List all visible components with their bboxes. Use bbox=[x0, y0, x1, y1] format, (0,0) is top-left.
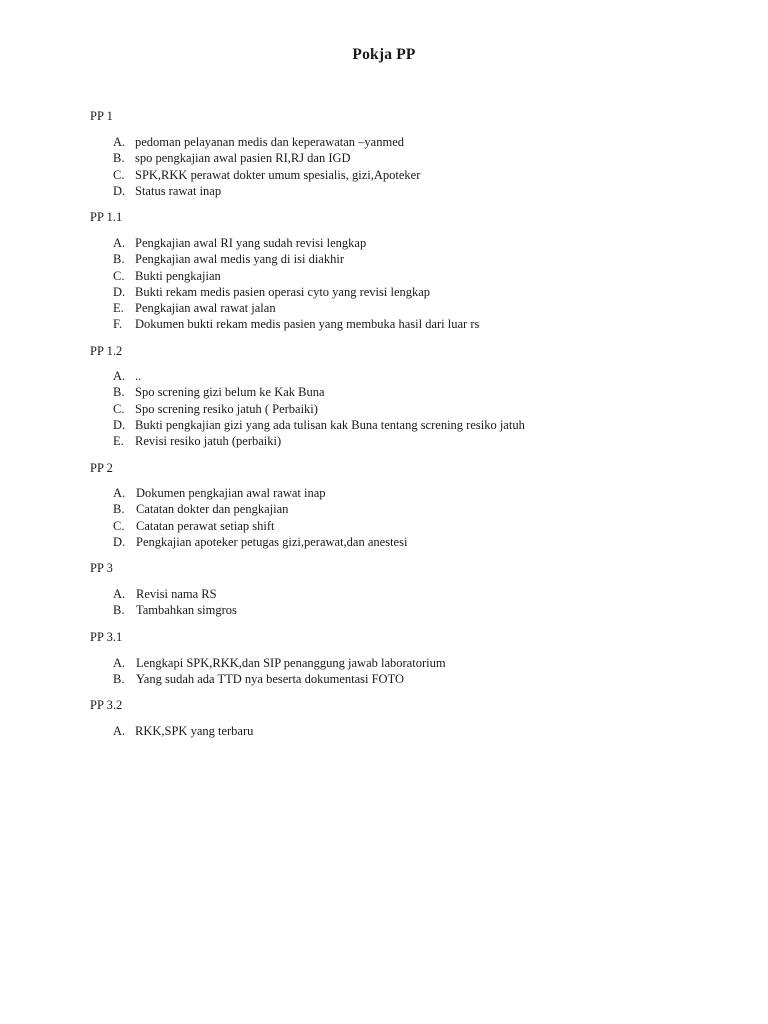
list-item bbox=[113, 268, 479, 284]
section-heading: PP 2 bbox=[90, 461, 113, 475]
list-item-marker: C. bbox=[113, 401, 125, 416]
list-item-text: Bukti rekam medis pasien operasi cyto yang revisi lengkap bbox=[135, 284, 431, 299]
section-heading: PP 3.2 bbox=[90, 698, 123, 712]
section bbox=[90, 209, 730, 332]
list-item bbox=[113, 723, 253, 739]
list-item-text: Bukti pengkajian bbox=[135, 268, 221, 283]
list-item bbox=[113, 485, 407, 501]
list-item-text: Spo screning gizi belum ke Kak Buna bbox=[135, 385, 325, 400]
list-item-marker: B. bbox=[113, 672, 125, 687]
list-item bbox=[113, 316, 479, 332]
list-item-marker: C. bbox=[113, 268, 125, 283]
list-item-text: Pengkajian awal medis yang di isi diakhir bbox=[135, 252, 344, 267]
list-item-text: Catatan perawat setiap shift bbox=[136, 518, 275, 533]
list-item bbox=[113, 284, 479, 300]
item-list bbox=[113, 723, 253, 739]
section-heading: PP 1.2 bbox=[90, 344, 123, 358]
list-item-marker: A. bbox=[113, 369, 126, 383]
list-item-marker: B. bbox=[113, 252, 125, 267]
list-item bbox=[113, 433, 525, 449]
item-list bbox=[113, 368, 525, 449]
item-list bbox=[113, 235, 479, 333]
list-item-marker: D. bbox=[113, 417, 126, 432]
list-item-text: Lengkapi SPK,RKK,dan SIP penanggung jawab laboratorium bbox=[136, 656, 446, 670]
list-item-marker: C. bbox=[113, 167, 125, 182]
list-item-marker: B. bbox=[113, 502, 125, 517]
list-item-marker: E. bbox=[113, 301, 124, 316]
list-item bbox=[113, 401, 525, 417]
section bbox=[90, 460, 730, 549]
list-item bbox=[113, 300, 479, 316]
list-item-marker: A. bbox=[113, 724, 126, 738]
list-item-text: Status rawat inap bbox=[135, 183, 222, 198]
list-item-marker: F. bbox=[113, 317, 123, 332]
section-heading: PP 1.1 bbox=[90, 210, 123, 224]
list-item-text: Yang sudah ada TTD nya beserta dokumentasi FOTO bbox=[136, 672, 405, 687]
list-item-marker: D. bbox=[113, 284, 126, 299]
list-item bbox=[113, 534, 407, 550]
list-item-text: pedoman pelayanan medis dan keperawatan –yanmed bbox=[135, 135, 404, 149]
item-list bbox=[113, 655, 446, 688]
list-item-text: Tambahkan simgros bbox=[136, 603, 237, 618]
list-item bbox=[113, 150, 420, 166]
list-item bbox=[113, 183, 420, 199]
item-list bbox=[113, 485, 407, 550]
list-item bbox=[113, 417, 525, 433]
list-item bbox=[113, 586, 237, 602]
list-item bbox=[113, 671, 446, 687]
list-item bbox=[113, 501, 407, 517]
section bbox=[90, 697, 730, 738]
section-heading: PP 3.1 bbox=[90, 630, 123, 644]
list-item-text: RKK,SPK yang terbaru bbox=[135, 724, 254, 738]
list-item-marker: D. bbox=[113, 183, 126, 198]
section-heading: PP 3 bbox=[90, 561, 113, 575]
list-item bbox=[113, 602, 237, 618]
list-item-text: Pengkajian awal RI yang sudah revisi lengkap bbox=[135, 236, 367, 250]
list-item-text: SPK,RKK perawat dokter umum spesialis, gizi,Apoteker bbox=[135, 167, 421, 182]
list-item-marker: C. bbox=[113, 518, 125, 533]
section bbox=[90, 629, 730, 687]
item-list bbox=[113, 134, 420, 199]
list-item-marker: B. bbox=[113, 151, 125, 166]
list-item-text: Dokumen bukti rekam medis pasien yang membuka hasil dari luar rs bbox=[135, 317, 480, 332]
list-item-text: Pengkajian awal rawat jalan bbox=[135, 301, 276, 316]
list-item-marker: B. bbox=[113, 603, 125, 618]
list-item bbox=[113, 368, 525, 384]
list-item-marker: A. bbox=[113, 587, 126, 601]
list-item-text: .. bbox=[135, 369, 142, 383]
list-item-text: Catatan dokter dan pengkajian bbox=[136, 502, 289, 517]
section bbox=[90, 108, 730, 198]
list-item-text: Revisi nama RS bbox=[136, 587, 217, 601]
list-item-marker: A. bbox=[113, 135, 126, 149]
list-item-text: spo pengkajian awal pasien RI,RJ dan IGD bbox=[135, 151, 351, 166]
list-item bbox=[113, 251, 479, 267]
list-item-text: Spo screning resiko jatuh ( Perbaiki) bbox=[135, 401, 318, 416]
list-item-text: Revisi resiko jatuh (perbaiki) bbox=[135, 434, 282, 449]
list-item-marker: A. bbox=[113, 236, 126, 250]
list-item bbox=[113, 167, 420, 183]
list-item bbox=[113, 235, 479, 251]
list-item-marker: D. bbox=[113, 534, 126, 549]
list-item bbox=[113, 655, 446, 671]
list-item-marker: E. bbox=[113, 434, 124, 449]
section bbox=[90, 343, 730, 449]
list-item-text: Bukti pengkajian gizi yang ada tulisan kak Buna tentang screning resiko jatuh bbox=[135, 417, 525, 432]
section bbox=[90, 560, 730, 618]
list-item-marker: A. bbox=[113, 656, 126, 670]
section-heading: PP 1 bbox=[90, 109, 113, 123]
list-item-marker: A. bbox=[113, 486, 126, 500]
list-item-text: Pengkajian apoteker petugas gizi,perawat,dan anestesi bbox=[136, 534, 408, 549]
list-item bbox=[113, 134, 420, 150]
list-item-text: Dokumen pengkajian awal rawat inap bbox=[136, 486, 326, 500]
item-list bbox=[113, 586, 237, 619]
list-item bbox=[113, 384, 525, 400]
list-item-marker: B. bbox=[113, 385, 125, 400]
page-title: Pokja PP bbox=[352, 46, 416, 63]
list-item bbox=[113, 518, 407, 534]
